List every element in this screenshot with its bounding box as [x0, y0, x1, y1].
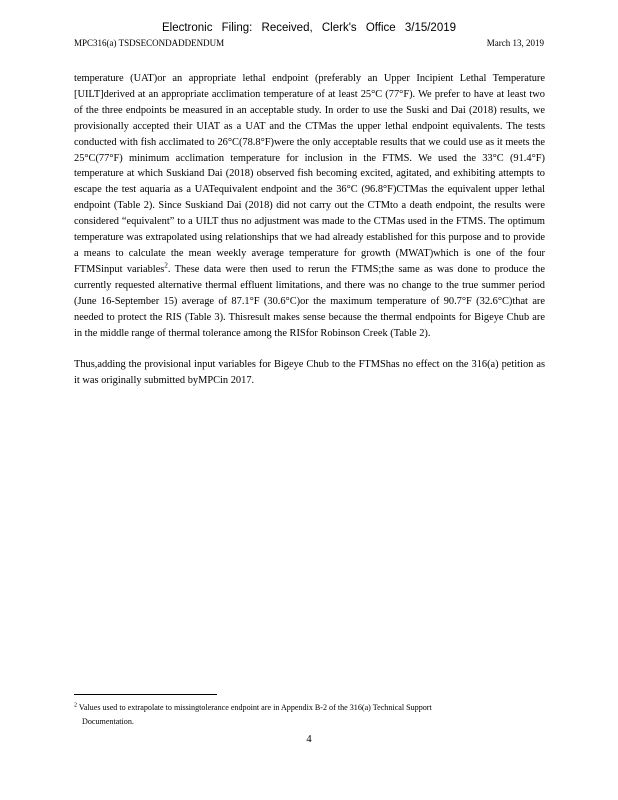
footnote-marker: 2	[74, 702, 77, 709]
body-text	[74, 71, 545, 405]
header-doc-id: MPC316(a) TSDSECONDADDENDUM	[74, 38, 225, 48]
header-date: March 13, 2019	[486, 38, 544, 48]
paragraph-2: Thus,adding the provisional input variables for Bigeye Chub to the FTMShas no effect on the 316(a) petition as it was originally submitted byMPCin 2017.	[74, 359, 545, 387]
paragraph-1	[74, 71, 545, 341]
footnote-line-1: Values used to extrapolate to missingtolerance endpoint are in Appendix B-2 of the 316(a) Technical Support	[78, 703, 432, 712]
footnote-separator	[74, 694, 217, 695]
electronic-filing-stamp: Electronic Filing: Received, Clerk's Office 3/15/2019	[161, 22, 457, 34]
page-number: 4	[306, 734, 312, 745]
footnote-reference: 2	[164, 261, 168, 270]
footnote	[74, 701, 545, 728]
paragraph-1-text-a: temperature (UAT)or an appropriate lethal endpoint (preferably an Upper Incipient Lethal Temperature [UILT]derived at an appropriate acclimation temperature of at least 25°C (77°F). We prefer to have at least two of the three endpoints be measured in an acceptable study. In order to use the Suski and Dai (2018) results, we provisionally accepted their UIAT as a UAT and the CTMas the upper lethal endpoint equivalents. The tests conducted with fish acclimated to 26°C(78.8°F)were the only acceptable results that we could use as it meets the 25°C(77°F) minimum acclimation temperature for inclusion in the FTMS. We used the 33°C (91.4°F) temperature at which Suskiand Dai (2018) observed fish becoming excited, agitated, and exhibiting attempts to escape the test aquaria as a UATequivalent endpoint and the 36°C (96.8°F)CTMas the equivalent upper lethal endpoint (Table 2). Since Suskiand Dai (2018) did not carry out the CTMto a death endpoint, the results were considered “equivalent” to a UILT thus no adjustment was made to the CTMas used in the FTMS. The optimum temperature was extrapolated using relationships that we had already established for this purpose and to provide a means to calculate the mean weekly average temperature for growth (MWAT)which is one of the four FTMSinput variables	[74, 73, 545, 275]
paragraph-1-text-b: . These data were then used to rerun the FTMS;the same as was done to produce the currently requested alternative thermal effluent limitations, and there was no change to the true summer period (June 16-September 15) average of 87.1°F (30.6°C)or the maximum temperature of 90.7°F (32.6°C)that are needed to protect the RIS (Table 3). Thisresult makes sense because the thermal endpoints for Bigeye Chub are in the middle range of thermal tolerance among the RISfor Robinson Creek (Table 2).	[74, 263, 545, 339]
footnote-line-2: Documentation.	[82, 716, 134, 726]
